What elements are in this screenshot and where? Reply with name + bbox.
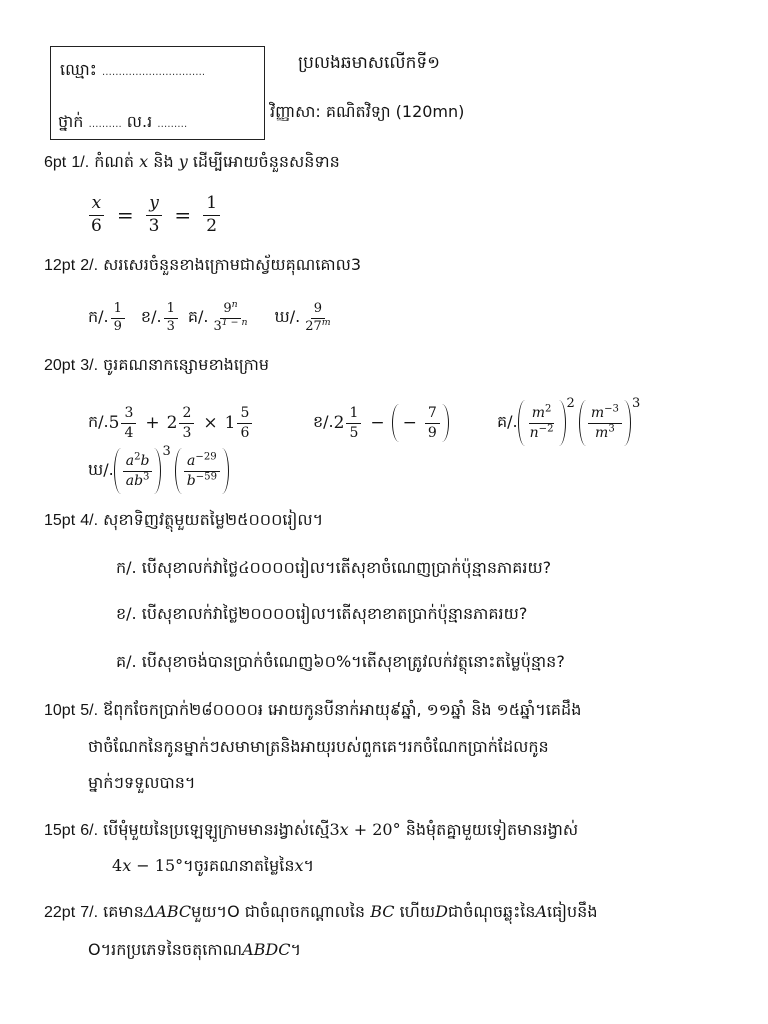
equals-sign: = [174, 203, 192, 227]
q1-number: 1/. [71, 154, 90, 171]
numerator [123, 453, 153, 471]
exponent: n [231, 298, 238, 310]
q7-text-b: មួយ។O ជាចំណុចកណ្តាលនៃ [191, 902, 366, 921]
q3-item-c [497, 396, 644, 446]
minus-sign: − [370, 413, 385, 433]
fraction [179, 405, 194, 440]
exam-title: ប្រលងឆមាសលើកទី១ [298, 53, 441, 73]
denominator: 5 [349, 424, 359, 441]
exponent: m [321, 316, 331, 328]
denominator: 9 [113, 318, 122, 334]
left-paren [518, 400, 525, 446]
equals-sign: = [116, 203, 134, 227]
roll-number-blank: ……… [157, 119, 188, 130]
q6-expr2-var: x [122, 856, 132, 875]
base: 27 [305, 318, 322, 334]
q7-quadrilateral: ABDC [242, 940, 291, 959]
q5-line-3: ម្នាក់ៗទទួលបាន។ [88, 773, 196, 792]
denominator [210, 316, 250, 335]
q2-item-c-label: គ/. [187, 307, 209, 326]
q1-var-y: y [178, 152, 188, 171]
q2-text: សរសេរចំនួនខាងក្រោមជាស្វ័យគុណគោល3 [103, 255, 362, 274]
q6-expr1-var: x [339, 820, 349, 839]
fraction [237, 405, 252, 440]
q3-points: 20pt [44, 357, 76, 374]
q2-item-a-label: ក/. [88, 307, 109, 326]
base: m [531, 405, 546, 422]
factor: b [140, 453, 150, 470]
q5-line-2: ថាចំណែកនៃកូនម្នាក់ៗសមាមាត្រនិងអាយុរបស់ពួកគេ។រកចំណែកប្រាក់ដែលកូន [88, 737, 549, 756]
q6-end: ។ [303, 856, 315, 875]
q5-line-1: ឪពុកចែកប្រាក់២៨០០០០៛ អោយកូនបីនាក់អាយុ៩ឆ្នាំ, ១១ឆ្នាំ និង ១៥ឆ្នាំ។គេដឹង [103, 700, 582, 719]
denominator: 4 [124, 424, 134, 441]
term-m2-over-n-2 [518, 396, 575, 446]
fraction [425, 405, 440, 440]
exponent: −3 [604, 403, 619, 415]
q2-item-d [275, 302, 336, 335]
q2-number: 2/. [80, 257, 99, 274]
q3-row-1 [88, 396, 688, 446]
q4-item-b-label: ខ/. [116, 604, 137, 623]
exponent: −2 [538, 422, 554, 434]
q6-var: x [294, 856, 304, 875]
numerator: 1 [203, 194, 220, 216]
denominator [527, 424, 557, 441]
q2-points: 12pt [44, 257, 76, 274]
q6-expr1-coef: 3 [329, 820, 340, 839]
numerator: 2 [179, 405, 194, 423]
base: n [529, 424, 539, 441]
q4-item-c-label: គ/. [116, 652, 137, 671]
name-blank: …………………………. [101, 67, 205, 78]
base: b [186, 472, 196, 489]
fraction-1-over-2 [203, 194, 220, 236]
q6-expr2-coef: 4 [112, 856, 123, 875]
q2-item-a [88, 302, 127, 335]
denominator: 3 [148, 215, 160, 236]
fraction [184, 453, 220, 488]
q6-line-2 [112, 854, 762, 878]
q4-item-a-text: បើសុខាលក់វាថ្លៃ៤០០០០រៀល។តើសុខាចំណេញប្រាក់ប៉ុន្មានភាគរយ? [141, 558, 552, 577]
q4-text: សុខាទិញវត្ថុមួយតម្លៃ២៥០០០រៀល។ [103, 510, 324, 529]
q4-item-b-text: បើសុខាលក់វាថ្លៃ២០០០០រៀល។តើសុខាខាតប្រាក់ប៉ុន្មានភាគរយ? [141, 604, 528, 623]
numerator: 9 [311, 302, 325, 319]
question-4 [44, 508, 323, 533]
question-2 [44, 253, 361, 278]
term-m-3-over-m3 [579, 396, 641, 446]
left-paren [114, 448, 121, 494]
exponent: 2 [134, 451, 141, 463]
times-sign: × [203, 413, 218, 433]
q7-triangle: ΔABC [143, 902, 192, 921]
factor: a [125, 472, 135, 489]
q3-item-b-label: ខ/. [313, 412, 334, 431]
q1-text-b: និង [153, 152, 174, 171]
q4-item-c [116, 650, 762, 674]
numerator: 1 [346, 405, 361, 423]
q4-points: 15pt [44, 512, 76, 529]
q2-item-c [187, 298, 253, 335]
base: a [125, 453, 135, 470]
denominator [123, 472, 153, 489]
q1-text-c: ដើម្បីអោយចំនួនសនិទាន [192, 152, 340, 171]
plus-sign: + [145, 413, 160, 433]
q3-text: ចូរគណនាកន្សោមខាងក្រោម [103, 355, 270, 374]
denominator: 3 [166, 318, 175, 334]
exponent: 3 [608, 422, 615, 434]
q3-row-2 [88, 446, 233, 496]
q1-points: 6pt [44, 154, 67, 171]
q7-end: ។ [290, 940, 302, 959]
q6-number: 6/. [80, 822, 99, 839]
base: m [595, 424, 609, 441]
q7-text-d: ជាចំណុចឆ្លុះនៃ [447, 902, 536, 921]
right-paren [154, 448, 161, 494]
denominator [184, 472, 220, 489]
denominator: 3 [182, 424, 192, 441]
name-field [60, 58, 205, 85]
question-3 [44, 353, 269, 378]
left-paren [392, 404, 399, 442]
fraction [588, 405, 622, 440]
base: m [590, 405, 605, 422]
denominator: 6 [91, 215, 102, 236]
term-a2b-over-ab3 [114, 444, 171, 494]
q5-points: 10pt [44, 702, 76, 719]
q7-point-d: D [435, 902, 448, 921]
numerator [184, 453, 220, 471]
q7-text-e: ធៀបនឹង [547, 902, 598, 921]
fraction-1-over-9 [111, 302, 125, 335]
q2-item-d-label: ឃ/. [274, 307, 301, 326]
numerator: 7 [425, 405, 440, 423]
negative-sign: − [402, 413, 417, 433]
q2-item-b-label: ខ/. [140, 307, 162, 326]
whole-number: 1 [224, 413, 236, 433]
exam-subject: វិញ្ញាសា: គណិតវិទ្យា (120mn) [270, 102, 465, 121]
q1-text-a: កំណត់ [94, 152, 135, 171]
power: 3 [162, 444, 171, 459]
numerator: y [146, 194, 162, 216]
numerator: 5 [237, 405, 252, 423]
left-paren [175, 448, 182, 494]
right-paren [222, 448, 229, 494]
q3-item-d [88, 444, 233, 494]
right-paren [559, 400, 566, 446]
question-5 [44, 698, 762, 723]
q6-text-a: បើមុំមួយនៃប្រឡេឡូក្រាមមានរង្វាស់ស្មើ [103, 820, 330, 839]
whole-number: 5 [108, 413, 120, 433]
q7-text-f: O។រកប្រភេទនៃចតុកោណ [88, 940, 243, 959]
q1-var-x: x [139, 152, 149, 171]
q6-expr2-rest: − 15° [131, 856, 184, 875]
q7-line-2 [88, 938, 762, 962]
q7-segment: BC [370, 902, 395, 921]
fraction [123, 453, 153, 488]
whole-number: 2 [333, 413, 345, 433]
q4-number: 4/. [80, 512, 99, 529]
q2-items [88, 298, 336, 338]
denominator: 9 [427, 424, 437, 441]
class-label: ថ្នាក់ [58, 112, 84, 131]
fraction-y-over-3 [146, 194, 163, 236]
q7-text-a: គេមាន [103, 902, 144, 921]
base: a [187, 453, 196, 470]
right-paren [624, 400, 631, 446]
whole-number: 2 [166, 413, 178, 433]
q4-item-a-label: ក/. [116, 558, 137, 577]
q1-equation [86, 192, 222, 238]
fraction-x-over-6 [88, 194, 105, 236]
question-6 [44, 818, 762, 843]
base: 3 [213, 318, 222, 334]
denominator [302, 316, 333, 335]
q7-text-c: ហើយ [399, 902, 436, 921]
q7-point-a: A [535, 902, 548, 921]
q7-points: 22pt [44, 904, 76, 921]
numerator: 1 [164, 302, 178, 319]
q3-number: 3/. [80, 357, 99, 374]
power: 3 [631, 396, 641, 411]
exponent: −29 [195, 451, 217, 463]
class-blank: ………. [88, 119, 122, 130]
numerator: x [89, 194, 105, 216]
fraction [527, 405, 557, 440]
base: 9 [223, 300, 232, 316]
denominator: 6 [240, 424, 250, 441]
fraction-1-over-3 [164, 302, 178, 335]
fraction [346, 405, 361, 440]
base: b [134, 472, 144, 489]
q3-item-d-label: ឃ/. [88, 460, 114, 479]
numerator [588, 405, 622, 423]
power: 2 [566, 396, 575, 411]
name-label: ឈ្មោះ [60, 60, 97, 79]
fraction-9-over-27m [302, 302, 333, 335]
q4-item-a [116, 556, 762, 580]
exponent: 2 [545, 403, 552, 415]
fraction [121, 405, 136, 440]
roll-number-label: ល.រ [126, 112, 153, 131]
q3-item-b [313, 400, 453, 446]
q7-number: 7/. [80, 904, 99, 921]
exponent: −59 [195, 470, 217, 482]
q6-points: 15pt [44, 822, 76, 839]
exponent: 1 − n [221, 316, 248, 328]
question-7 [44, 900, 762, 925]
q3-item-a-label: ក/. [88, 412, 109, 431]
fraction-9n-over-3-1-minus-n [210, 298, 250, 335]
left-paren [579, 400, 586, 446]
parenthesized-negative-fraction [392, 404, 449, 442]
exponent: 3 [143, 470, 150, 482]
q6-text-c: ។ចូរគណនាតម្លៃនៃ [183, 856, 295, 875]
denominator: 2 [206, 215, 218, 236]
numerator: 3 [121, 405, 136, 423]
q6-expr1-rest: + 20° [348, 820, 401, 839]
class-field [58, 110, 187, 137]
term-a-29-over-b-59 [175, 448, 229, 494]
numerator [529, 405, 555, 423]
q6-text-b: និងមុំតគ្នាមួយទៀតមានរង្វាស់ [405, 820, 579, 839]
q4-item-c-text: បើសុខាចង់បានប្រាក់ចំណេញ៦០%។តើសុខាត្រូវលក់វត្ថុនោះតម្លៃប៉ុន្មាន? [141, 652, 565, 671]
q2-item-b [141, 302, 180, 335]
q4-item-b [116, 602, 762, 626]
q3-item-a [88, 400, 254, 446]
denominator [592, 424, 618, 441]
q5-number: 5/. [80, 702, 99, 719]
question-1 [44, 150, 340, 175]
numerator: 1 [111, 302, 125, 319]
q3-item-c-label: គ/. [497, 412, 518, 431]
right-paren [442, 404, 449, 442]
